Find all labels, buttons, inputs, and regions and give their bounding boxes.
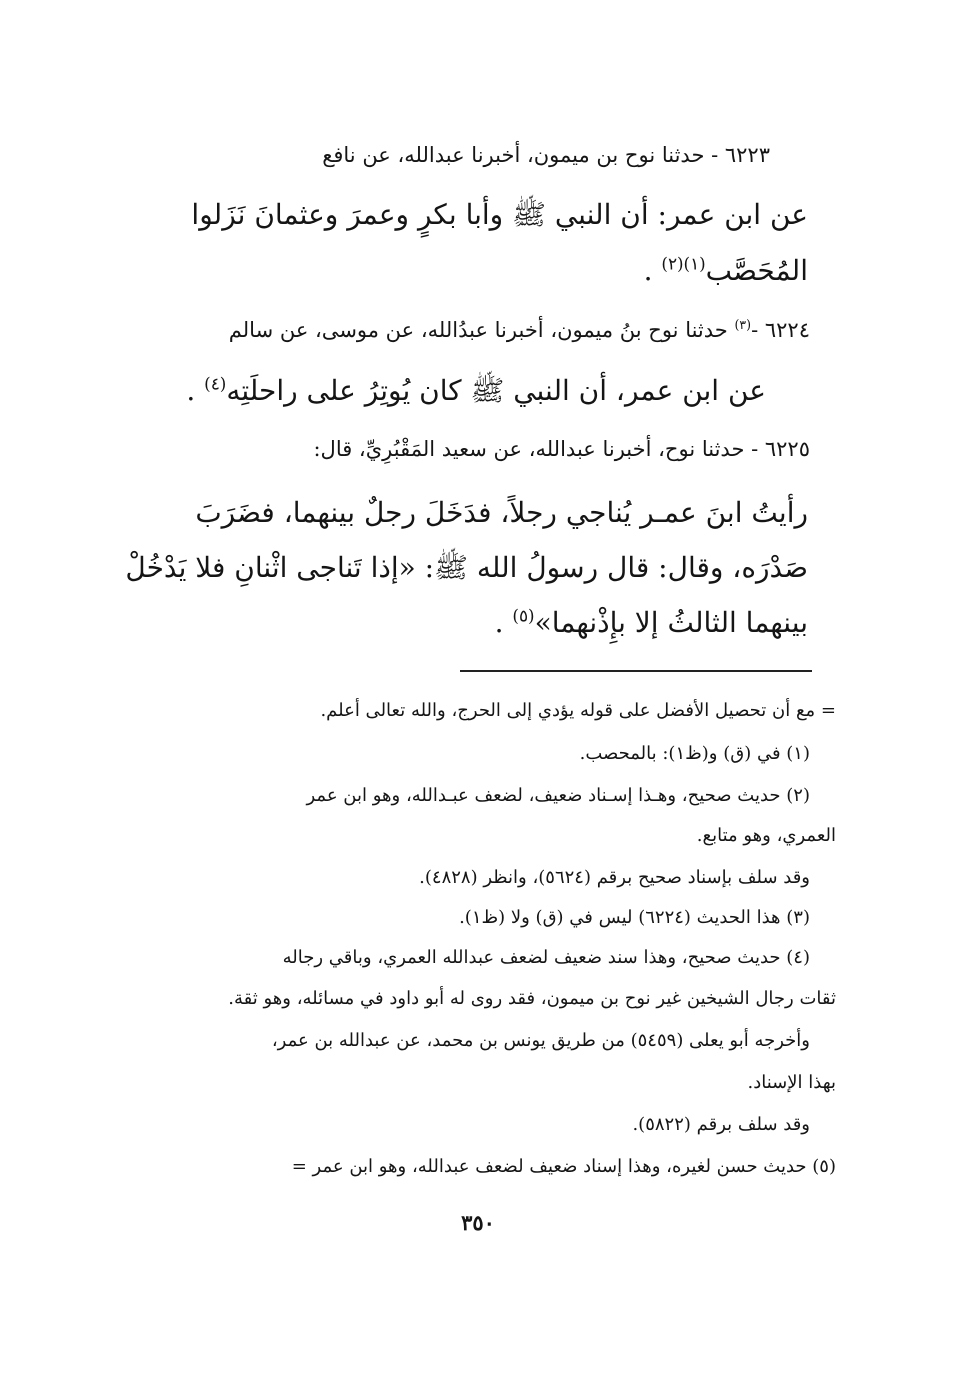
footnote-4-line-4 bbox=[116, 1072, 836, 1093]
footnote-3-text: (٣) هذا الحديث (٦٢٢٤) ليس في (ق) ولا (ظ١). bbox=[459, 907, 810, 928]
footnote-2-line-2 bbox=[136, 825, 836, 846]
footnote-1-text: (١) في (ق) و(ظ١): بالمحصب. bbox=[579, 743, 810, 764]
hadith-6225-end: . bbox=[494, 606, 504, 639]
page-number: ٣٥٠ bbox=[461, 1210, 495, 1235]
footnote-3 bbox=[120, 907, 810, 928]
hadith-6224-end: . bbox=[186, 374, 196, 407]
footnote-4-text-5: وقد سلف برقم (٥٨٢٢). bbox=[632, 1114, 810, 1135]
footnote-4-text-3: وأخرجه أبو يعلى (٥٤٥٩) من طريق يونس بن محمد، عن عبدالله بن عمر، bbox=[271, 1030, 810, 1051]
hadith-6224-text-2: عن ابن عمر، أن النبي ﷺ كان يُوتِرُ على راحلَتِه bbox=[226, 374, 766, 407]
footnote-continuation bbox=[116, 700, 836, 721]
footnote-4-line-1 bbox=[100, 947, 810, 968]
footnote-marker-4: (٤) bbox=[204, 373, 227, 394]
footnote-continuation-text: = مع أن تحصيل الأفضل على قوله يؤدي إلى الحرج، والله تعالى أعلم. bbox=[320, 700, 836, 721]
footnote-4-line-3 bbox=[100, 1030, 810, 1051]
hadith-6225-text-2: رأيتُ ابنَ عمـر يُناجي رجلاً، فدَخَلَ رجلٌ بينهما، فضَرَبَ bbox=[195, 496, 808, 529]
hadith-6225-text-1: ٦٢٢٥ - حدثنا نوح، أخبرنا عبدالله، عن سعيد المَقْبُرِيِّ، قال: bbox=[313, 437, 810, 461]
footnote-5 bbox=[116, 1156, 836, 1177]
hadith-6225-line-3 bbox=[125, 551, 808, 591]
footnote-5-text: (٥) حديث حسن لغيره، وهذا إسناد ضعيف لضعف عبدالله، وهو ابن عمر = bbox=[291, 1156, 836, 1177]
footnote-2-text-1: (٢) حديث صحيح، وهـذا إسـناد ضعيف، لضعف عبـدالله، وهو ابن عمر bbox=[306, 785, 810, 806]
footnote-4-text-1: (٤) حديث صحيح، وهذا سند ضعيف لضعف عبدالله العمري، وباقي رجاله bbox=[282, 947, 810, 968]
hadith-6223-text-3: المُحَصَّب bbox=[705, 254, 808, 287]
hadith-6225-text-3: صَدْرَه، وقال: قال رسولُ الله ﷺ: «إذا تَناجى اثْنانِ فلا يَدْخُلْ bbox=[125, 551, 808, 584]
footnote-2-text-2: العمري، وهو متابع. bbox=[696, 825, 836, 846]
footnote-2-line-3 bbox=[120, 867, 810, 888]
footnote-4-text-4: بهذا الإسناد. bbox=[747, 1072, 836, 1093]
hadith-6223-end: . bbox=[643, 254, 653, 287]
footnote-4-line-2 bbox=[116, 988, 836, 1009]
hadith-6225-line-4 bbox=[128, 606, 808, 639]
footnote-markers-1-2: (١)(٢) bbox=[661, 253, 706, 274]
hadith-6223-line-3 bbox=[148, 254, 808, 287]
footnote-4-text-2: ثقات رجال الشيخين غير نوح بن ميمون، فقد روى له أبو داود في مسائله، وهو ثقة. bbox=[228, 988, 836, 1009]
hadith-6225-line-1 bbox=[148, 437, 810, 461]
footnote-marker-5: (٥) bbox=[512, 605, 535, 626]
hadith-6224-number: ٦٢٢٤ - bbox=[751, 318, 810, 342]
hadith-6224-line-2 bbox=[146, 374, 766, 414]
footnote-4-line-5 bbox=[120, 1114, 810, 1135]
footnote-1 bbox=[130, 743, 810, 764]
footnote-divider bbox=[460, 670, 812, 672]
hadith-6223-text-1: ٦٢٢٣ - حدثنا نوح بن ميمون، أخبرنا عبدالله، عن نافع bbox=[322, 143, 770, 167]
hadith-6224-text-1: حدثنا نوح بنُ ميمون، أخبرنا عبدُالله، عن موسى، عن سالم bbox=[228, 318, 728, 342]
hadith-6225-text-4: بينهما الثالثُ إلا بإِذْنهما» bbox=[534, 606, 808, 639]
hadith-6224-line-1 bbox=[148, 318, 810, 342]
hadith-6223-text-2: عن ابن عمر: أن النبي ﷺ وأبا بكرٍ وعمرَ وعثمانَ نَزَلوا bbox=[191, 198, 808, 231]
hadith-6223-line-1 bbox=[150, 143, 770, 167]
hadith-6225-line-2 bbox=[128, 496, 808, 529]
footnote-2-line-1 bbox=[120, 785, 810, 806]
footnote-2-text-3: وقد سلف بإسناد صحيح برقم (٥٦٢٤)، وانظر (٤٨٢٨). bbox=[419, 867, 810, 888]
hadith-6223-line-2 bbox=[148, 198, 808, 238]
footnote-marker-3: (٣) bbox=[734, 317, 752, 332]
